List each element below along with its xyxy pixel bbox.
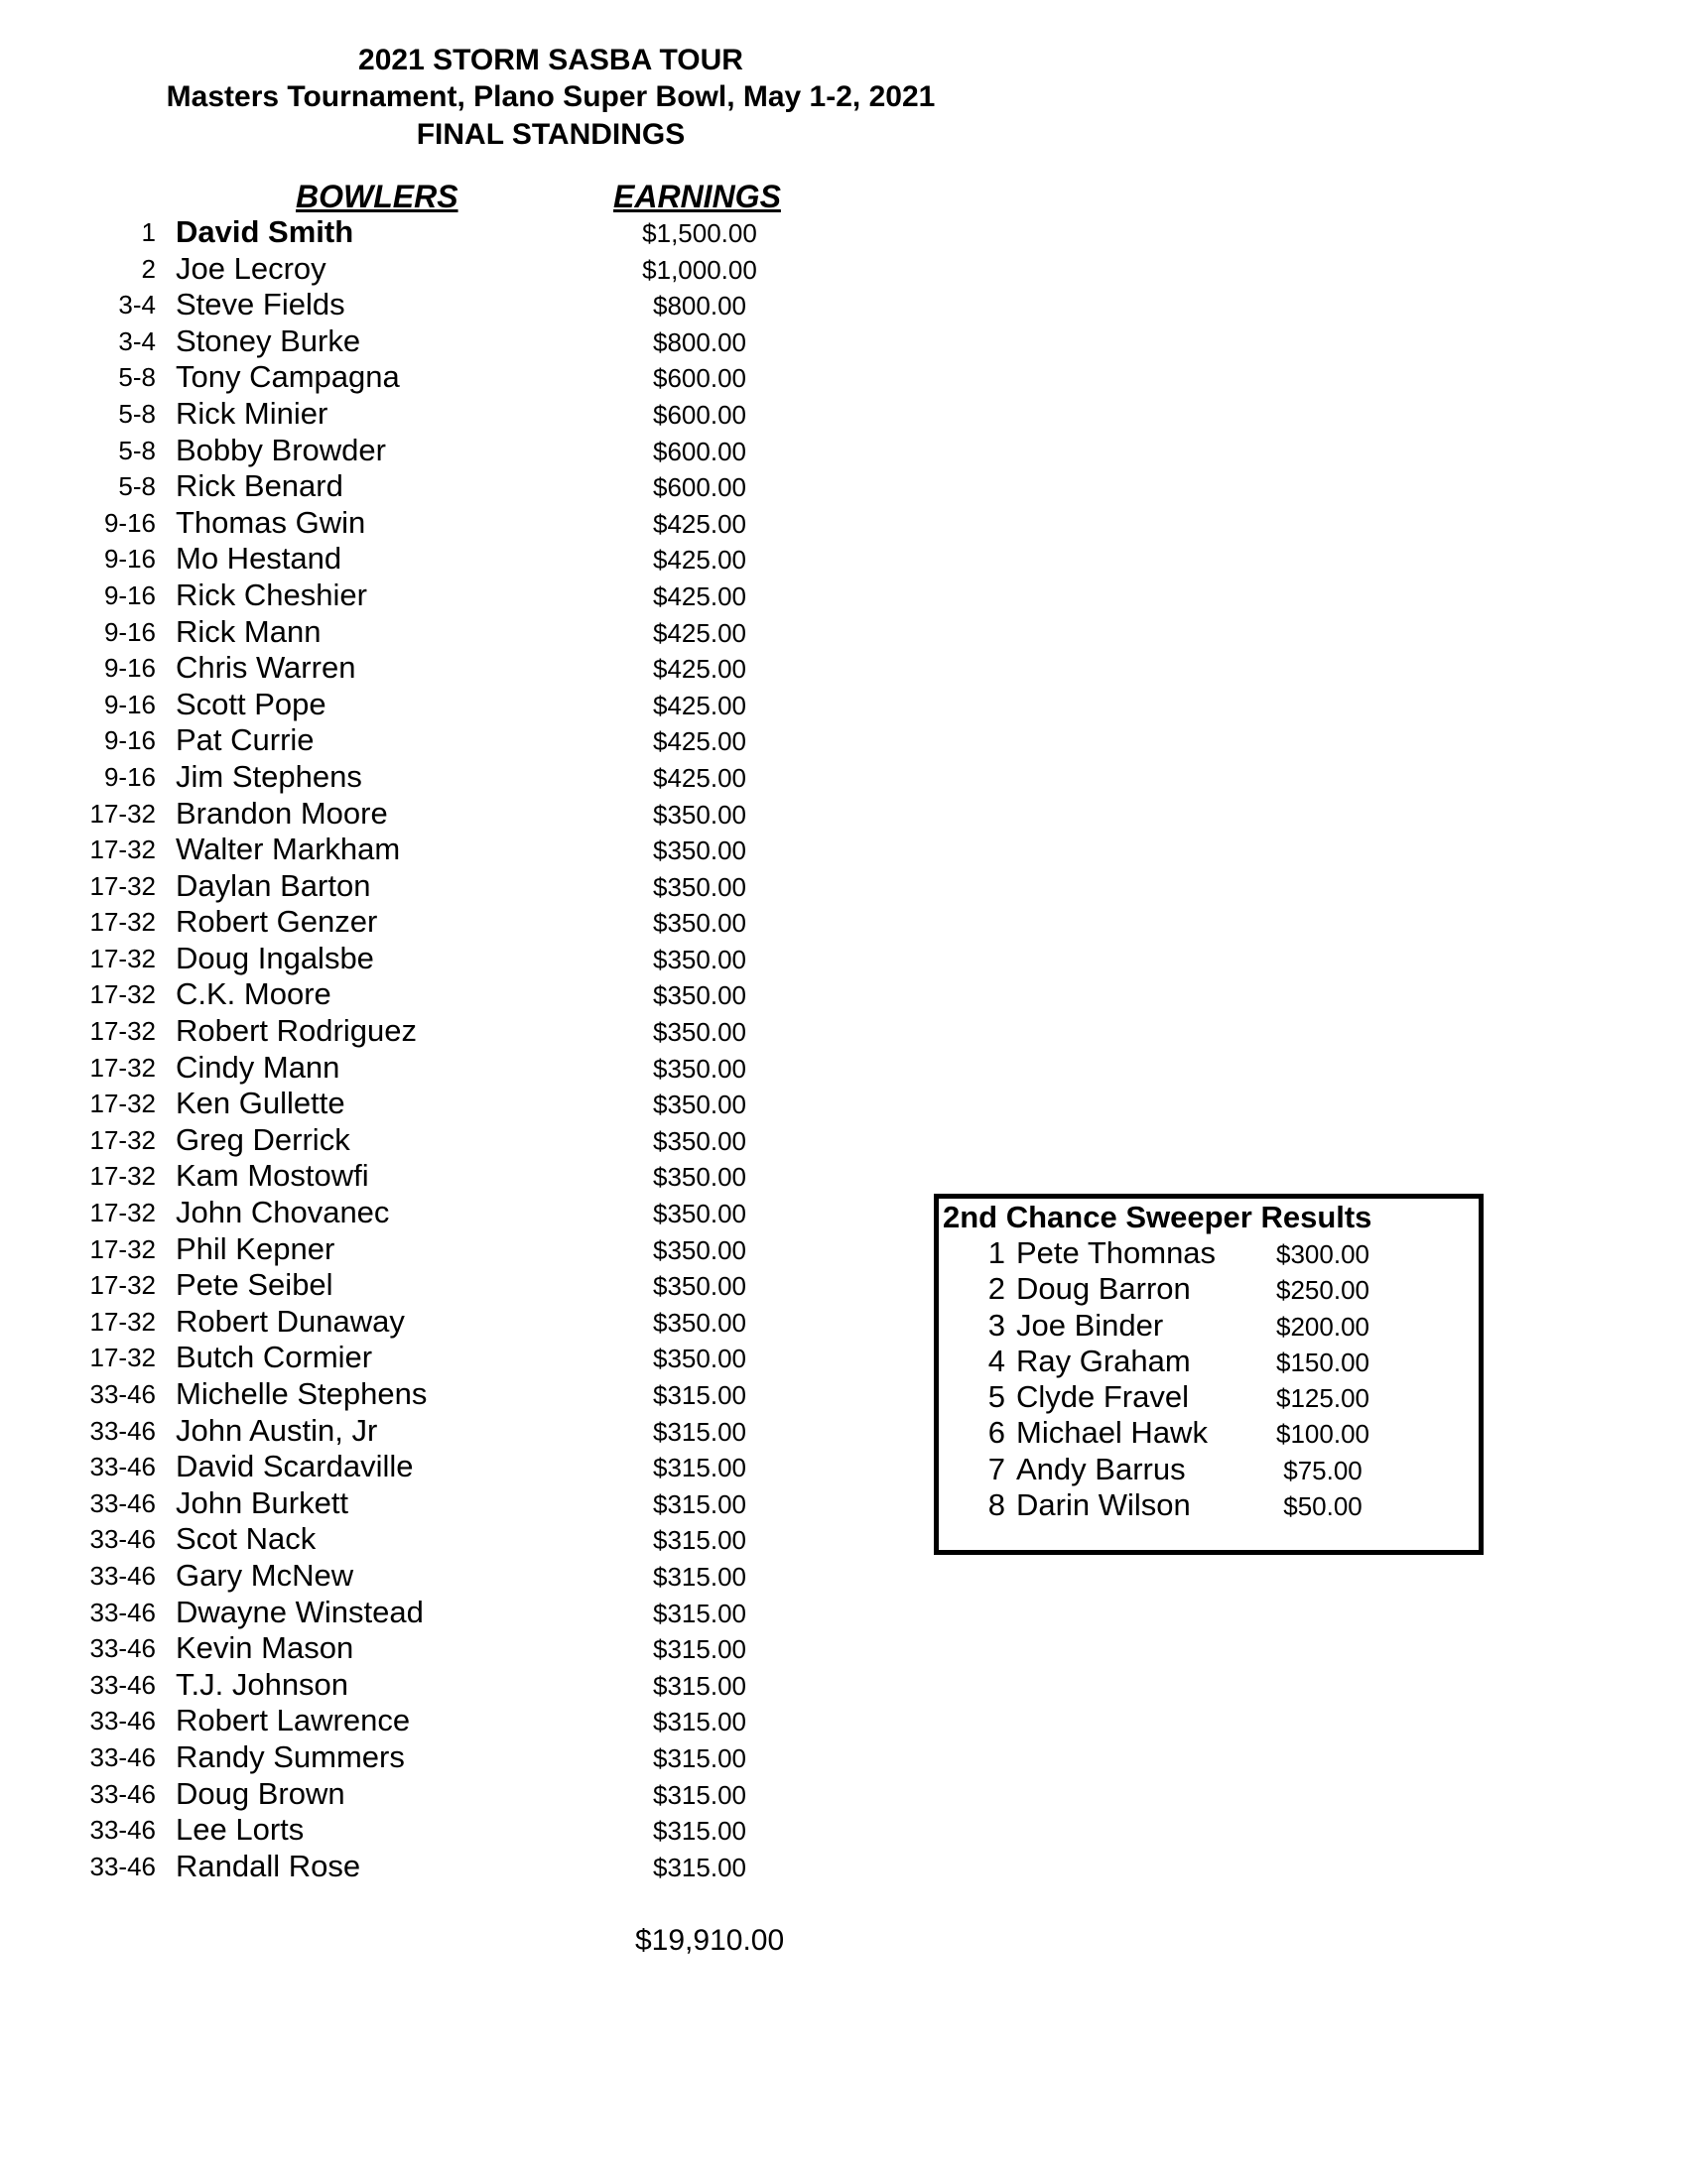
table-row <box>0 759 893 796</box>
sweeper-title: 2nd Chance Sweeper Results <box>943 1200 1372 1234</box>
earnings-amount: $600.00 <box>653 399 746 430</box>
sweeper-rank: 7 <box>987 1451 1005 1486</box>
earnings-amount: $315.00 <box>653 1561 746 1592</box>
place: 17-32 <box>89 798 156 829</box>
column-header-bowlers: BOWLERS <box>296 179 458 214</box>
earnings-amount: $350.00 <box>653 1053 746 1084</box>
total-earnings: $19,910.00 <box>635 1924 785 1957</box>
bowler-name: David Smith <box>176 214 354 249</box>
sweeper-row <box>939 1415 1479 1451</box>
sweeper-name: Joe Binder <box>1016 1307 1164 1343</box>
sweeper-name: Pete Thomnas <box>1016 1235 1217 1270</box>
sweeper-list <box>939 1235 1479 1523</box>
place: 3-4 <box>118 290 156 321</box>
bowler-name: Robert Genzer <box>176 904 378 940</box>
table-row <box>0 287 893 323</box>
earnings-amount: $425.00 <box>653 545 746 576</box>
bowler-name: John Burkett <box>176 1484 349 1520</box>
table-row <box>0 541 893 578</box>
place: 33-46 <box>89 1597 156 1627</box>
sweeper-name: Doug Barron <box>1016 1271 1191 1307</box>
table-row <box>0 687 893 723</box>
sweeper-rank: 8 <box>987 1487 1005 1523</box>
bowler-name: Steve Fields <box>176 287 345 322</box>
table-row <box>0 1739 893 1776</box>
sweeper-amount: $50.00 <box>1283 1491 1363 1522</box>
place: 33-46 <box>89 1560 156 1591</box>
place: 33-46 <box>89 1669 156 1700</box>
earnings-amount: $315.00 <box>653 1852 746 1882</box>
table-row <box>0 359 893 396</box>
table-row <box>0 1376 893 1413</box>
bowler-name: Pat Currie <box>176 722 315 758</box>
earnings-amount: $425.00 <box>653 690 746 720</box>
earnings-amount: $350.00 <box>653 1234 746 1265</box>
earnings-amount: $1,500.00 <box>642 218 757 248</box>
earnings-amount: $315.00 <box>653 1453 746 1483</box>
bowler-name: Lee Lorts <box>176 1812 305 1848</box>
sweeper-amount: $200.00 <box>1276 1311 1369 1342</box>
earnings-amount: $315.00 <box>653 1525 746 1556</box>
bowler-name: Robert Rodriguez <box>176 1013 417 1049</box>
earnings-amount: $350.00 <box>653 1162 746 1193</box>
place: 5-8 <box>118 362 156 393</box>
bowler-name: Gary McNew <box>176 1557 354 1593</box>
earnings-amount: $315.00 <box>653 1816 746 1847</box>
place: 17-32 <box>89 1343 156 1373</box>
sweeper-amount: $125.00 <box>1276 1383 1369 1414</box>
place: 33-46 <box>89 1741 156 1772</box>
table-row <box>0 1122 893 1159</box>
bowler-name: John Chovanec <box>176 1195 390 1230</box>
sweeper-results-box <box>934 1194 1484 1555</box>
sweeper-row <box>939 1379 1479 1415</box>
table-row <box>0 1703 893 1739</box>
earnings-amount: $350.00 <box>653 1199 746 1229</box>
title-tournament: Masters Tournament, Plano Super Bowl, May 1-2, 2021 <box>166 80 936 113</box>
place: 33-46 <box>89 1415 156 1446</box>
bowler-name: Rick Mann <box>176 613 322 649</box>
table-row <box>0 214 893 251</box>
earnings-amount: $350.00 <box>653 1017 746 1048</box>
table-row <box>0 1667 893 1704</box>
earnings-amount: $800.00 <box>653 291 746 321</box>
bowler-name: Randall Rose <box>176 1848 361 1883</box>
earnings-amount: $315.00 <box>653 1707 746 1737</box>
table-row <box>0 1267 893 1304</box>
bowler-name: Ken Gullette <box>176 1086 345 1121</box>
bowler-name: Kevin Mason <box>176 1630 354 1666</box>
sweeper-row <box>939 1271 1479 1307</box>
bowler-name: Walter Markham <box>176 832 401 867</box>
place: 33-46 <box>89 1452 156 1482</box>
sweeper-rank: 2 <box>987 1271 1005 1307</box>
table-row <box>0 1195 893 1231</box>
place: 17-32 <box>89 1016 156 1047</box>
bowler-name: Robert Lawrence <box>176 1703 411 1738</box>
bowler-name: Daylan Barton <box>176 867 371 903</box>
sweeper-name: Clyde Fravel <box>1016 1379 1189 1415</box>
place: 33-46 <box>89 1778 156 1809</box>
table-row <box>0 1521 893 1558</box>
table-row <box>0 1050 893 1087</box>
place: 17-32 <box>89 1089 156 1119</box>
table-row <box>0 1158 893 1195</box>
earnings-amount: $315.00 <box>653 1670 746 1701</box>
earnings-amount: $350.00 <box>653 871 746 902</box>
table-row <box>0 1304 893 1341</box>
table-row <box>0 433 893 469</box>
table-row <box>0 1595 893 1631</box>
bowler-name: Scot Nack <box>176 1521 317 1557</box>
title-tour: 2021 STORM SASBA TOUR <box>358 44 743 76</box>
sweeper-row <box>939 1487 1479 1523</box>
place: 3-4 <box>118 325 156 356</box>
place: 17-32 <box>89 943 156 973</box>
bowler-name: Chris Warren <box>176 650 356 686</box>
place: 17-32 <box>89 1306 156 1337</box>
table-row <box>0 396 893 433</box>
table-row <box>0 1558 893 1595</box>
table-row <box>0 614 893 651</box>
place: 17-32 <box>89 907 156 938</box>
table-row <box>0 1340 893 1376</box>
place: 33-46 <box>89 1633 156 1664</box>
bowler-name: Stoney Burke <box>176 322 361 358</box>
standings-list <box>0 214 893 1884</box>
earnings-amount: $350.00 <box>653 944 746 974</box>
title-final-standings: FINAL STANDINGS <box>416 118 686 151</box>
bowler-name: T.J. Johnson <box>176 1666 349 1702</box>
earnings-amount: $350.00 <box>653 799 746 830</box>
sweeper-rank: 4 <box>987 1343 1005 1378</box>
sweeper-name: Andy Barrus <box>1016 1451 1186 1486</box>
earnings-amount: $315.00 <box>653 1416 746 1447</box>
earnings-amount: $315.00 <box>653 1598 746 1628</box>
table-row <box>0 868 893 905</box>
earnings-amount: $800.00 <box>653 326 746 357</box>
table-row <box>0 468 893 505</box>
column-header-earnings: EARNINGS <box>613 179 781 214</box>
place: 9-16 <box>103 689 156 719</box>
place: 1 <box>141 217 156 247</box>
sweeper-rank: 1 <box>987 1235 1005 1270</box>
table-row <box>0 1013 893 1050</box>
earnings-amount: $600.00 <box>653 436 746 466</box>
table-row <box>0 976 893 1013</box>
bowler-name: Brandon Moore <box>176 795 388 831</box>
place: 33-46 <box>89 1851 156 1881</box>
bowler-name: Jim Stephens <box>176 758 362 794</box>
sweeper-rank: 5 <box>987 1379 1005 1415</box>
table-row <box>0 1812 893 1849</box>
place: 17-32 <box>89 1052 156 1083</box>
earnings-amount: $350.00 <box>653 1090 746 1120</box>
place: 9-16 <box>103 579 156 610</box>
earnings-amount: $425.00 <box>653 726 746 757</box>
bowler-name: John Austin, Jr <box>176 1412 378 1448</box>
bowler-name: Rick Cheshier <box>176 577 367 612</box>
earnings-amount: $425.00 <box>653 508 746 539</box>
table-row <box>0 941 893 977</box>
bowler-name: Butch Cormier <box>176 1340 373 1375</box>
earnings-amount: $425.00 <box>653 654 746 685</box>
bowler-name: Joe Lecroy <box>176 250 326 286</box>
place: 5-8 <box>118 471 156 502</box>
sweeper-name: Ray Graham <box>1016 1343 1191 1378</box>
place: 33-46 <box>89 1524 156 1555</box>
sweeper-amount: $250.00 <box>1276 1275 1369 1306</box>
place: 9-16 <box>103 544 156 575</box>
bowler-name: Mo Hestand <box>176 541 342 577</box>
bowler-name: Dwayne Winstead <box>176 1594 424 1629</box>
place: 33-46 <box>89 1487 156 1518</box>
table-row <box>0 1630 893 1667</box>
place: 17-32 <box>89 1233 156 1264</box>
sweeper-name: Darin Wilson <box>1016 1487 1191 1523</box>
sweeper-row <box>939 1308 1479 1344</box>
place: 17-32 <box>89 1124 156 1155</box>
place: 33-46 <box>89 1815 156 1846</box>
place: 9-16 <box>103 761 156 792</box>
table-row <box>0 1413 893 1450</box>
bowler-name: Doug Ingalsbe <box>176 940 374 975</box>
bowler-name: Robert Dunaway <box>176 1303 405 1339</box>
sweeper-amount: $75.00 <box>1283 1455 1363 1485</box>
earnings-amount: $315.00 <box>653 1488 746 1519</box>
earnings-amount: $600.00 <box>653 472 746 503</box>
bowler-name: Rick Benard <box>176 468 343 504</box>
sweeper-name: Michael Hawk <box>1016 1415 1208 1451</box>
earnings-amount: $350.00 <box>653 1271 746 1302</box>
table-row <box>0 722 893 759</box>
table-row <box>0 1231 893 1268</box>
earnings-amount: $600.00 <box>653 363 746 394</box>
earnings-amount: $350.00 <box>653 1344 746 1374</box>
bowler-name: Bobby Browder <box>176 432 386 467</box>
place: 17-32 <box>89 1161 156 1192</box>
earnings-amount: $425.00 <box>653 617 746 648</box>
sweeper-amount: $150.00 <box>1276 1347 1369 1377</box>
table-row <box>0 796 893 833</box>
place: 9-16 <box>103 507 156 538</box>
place: 5-8 <box>118 398 156 429</box>
bowler-name: Kam Mostowfi <box>176 1158 369 1194</box>
earnings-amount: $350.00 <box>653 1125 746 1156</box>
table-row <box>0 832 893 868</box>
earnings-amount: $425.00 <box>653 762 746 793</box>
table-row <box>0 1449 893 1485</box>
table-row <box>0 1776 893 1813</box>
table-row <box>0 1485 893 1522</box>
earnings-amount: $315.00 <box>653 1380 746 1410</box>
sweeper-row <box>939 1452 1479 1487</box>
place: 17-32 <box>89 835 156 865</box>
bowler-name: Greg Derrick <box>176 1121 350 1157</box>
earnings-amount: $315.00 <box>653 1779 746 1810</box>
table-row <box>0 1849 893 1885</box>
bowler-name: Michelle Stephens <box>176 1376 428 1411</box>
bowler-name: Phil Kepner <box>176 1230 335 1266</box>
sweeper-row <box>939 1344 1479 1379</box>
table-row <box>0 505 893 542</box>
sweeper-rank: 6 <box>987 1415 1005 1451</box>
earnings-amount: $1,000.00 <box>642 254 757 285</box>
earnings-amount: $350.00 <box>653 835 746 866</box>
place: 9-16 <box>103 616 156 647</box>
place: 17-32 <box>89 1270 156 1301</box>
bowler-name: Doug Brown <box>176 1775 345 1811</box>
earnings-amount: $350.00 <box>653 980 746 1011</box>
earnings-amount: $315.00 <box>653 1634 746 1665</box>
bowler-name: Thomas Gwin <box>176 504 366 540</box>
table-row <box>0 904 893 941</box>
table-row <box>0 578 893 614</box>
place: 5-8 <box>118 435 156 465</box>
earnings-amount: $425.00 <box>653 580 746 611</box>
bowler-name: Cindy Mann <box>176 1049 340 1085</box>
place: 9-16 <box>103 725 156 756</box>
table-row <box>0 251 893 288</box>
sweeper-rank: 3 <box>987 1307 1005 1343</box>
place: 9-16 <box>103 653 156 684</box>
table-row <box>0 323 893 360</box>
sweeper-amount: $100.00 <box>1276 1419 1369 1450</box>
earnings-amount: $350.00 <box>653 1307 746 1338</box>
place: 17-32 <box>89 870 156 901</box>
table-row <box>0 1086 893 1122</box>
place: 2 <box>141 253 156 284</box>
place: 33-46 <box>89 1379 156 1409</box>
bowler-name: Tony Campagna <box>176 359 400 395</box>
bowler-name: David Scardaville <box>176 1449 414 1484</box>
bowler-name: Rick Minier <box>176 395 328 431</box>
sweeper-amount: $300.00 <box>1276 1239 1369 1269</box>
place: 17-32 <box>89 979 156 1010</box>
bowler-name: Pete Seibel <box>176 1267 333 1303</box>
bowler-name: Scott Pope <box>176 686 326 721</box>
bowler-name: Randy Summers <box>176 1738 405 1774</box>
earnings-amount: $315.00 <box>653 1742 746 1773</box>
place: 33-46 <box>89 1706 156 1736</box>
table-row <box>0 650 893 687</box>
place: 17-32 <box>89 1198 156 1228</box>
sweeper-row <box>939 1235 1479 1271</box>
bowler-name: C.K. Moore <box>176 976 331 1012</box>
earnings-amount: $350.00 <box>653 908 746 939</box>
